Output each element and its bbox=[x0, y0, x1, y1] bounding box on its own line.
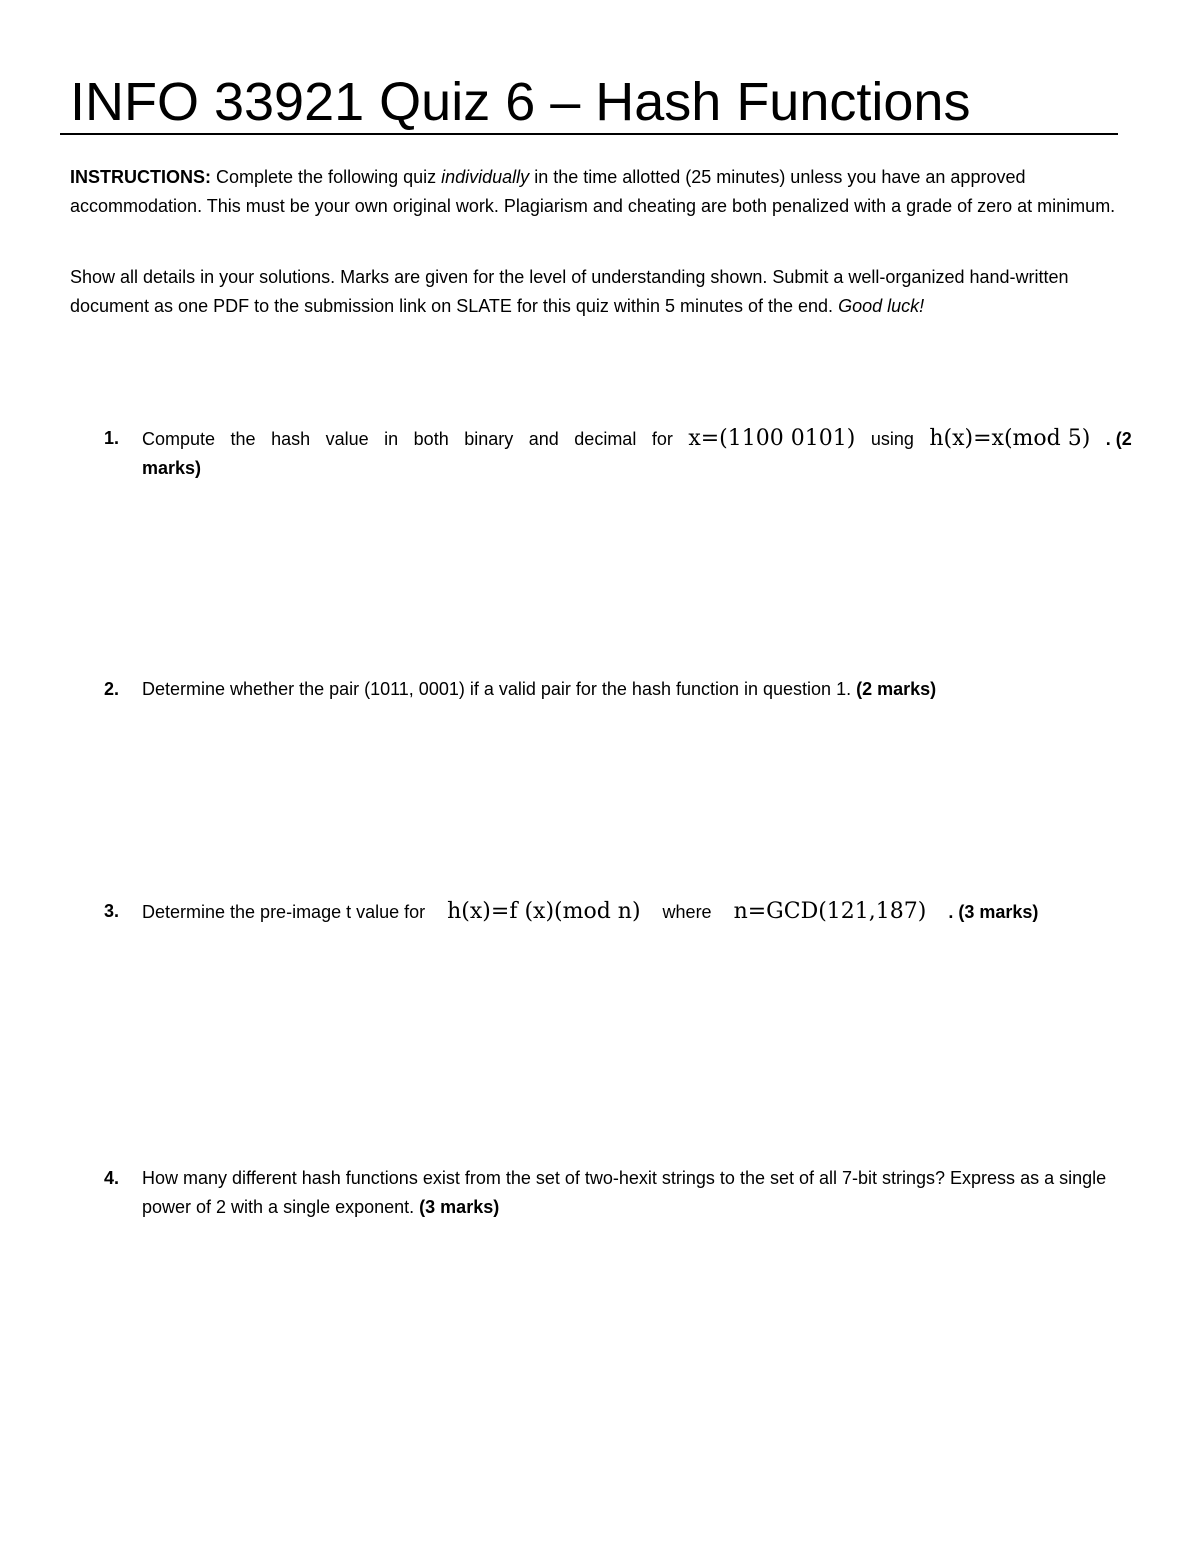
title-underline bbox=[60, 133, 1118, 135]
math-expression: h(x)=f (x)(mod n) bbox=[447, 899, 641, 924]
marks-label: (2 marks) bbox=[856, 679, 937, 699]
question-word: the bbox=[230, 429, 256, 449]
instructions-text-b: in the time allotted (25 minutes) unless you have an approved accommodation. This must be your own original work. Plagiarism and cheating are both penalized with a grade of zero at minimum. bbox=[70, 167, 1116, 216]
question-number: 2. bbox=[104, 679, 120, 699]
show-details-paragraph bbox=[70, 263, 1130, 320]
marks-label: . (2 bbox=[1105, 429, 1132, 449]
question-text: Determine the pre-image t value for bbox=[142, 902, 426, 922]
question-word: hash bbox=[271, 429, 311, 449]
question-word: using bbox=[870, 429, 914, 449]
question-number: 3. bbox=[104, 901, 120, 921]
question-word: Compute bbox=[142, 429, 216, 449]
instructions-label: INSTRUCTIONS: bbox=[70, 167, 211, 187]
math-expression: h(x)=x(mod 5) bbox=[929, 426, 1091, 451]
question-word: binary bbox=[464, 429, 514, 449]
question-body bbox=[142, 424, 1134, 483]
show-details-text: Show all details in your solutions. Marks are given for the level of understanding shown. Submit a well-organized hand-written document as one PDF to the submission link on SLATE for this quiz within 5 minutes of the end. bbox=[70, 267, 1069, 316]
question-3 bbox=[104, 897, 1134, 927]
marks-label: marks) bbox=[142, 458, 202, 478]
math-expression: x=(1100 0101) bbox=[688, 426, 856, 451]
question-1-line bbox=[142, 424, 1132, 454]
page-title: INFO 33921 Quiz 6 – Hash Functions bbox=[70, 72, 971, 132]
question-body bbox=[142, 675, 1134, 704]
question-text: How many different hash functions exist from the set of two-hexit strings to the set of all 7-bit strings? Express as a single power of 2 with a single exponent. bbox=[142, 1168, 1107, 1217]
instructions-emphasis: individually bbox=[441, 167, 530, 187]
question-word: both bbox=[413, 429, 449, 449]
question-4 bbox=[104, 1164, 1134, 1222]
question-number: 1. bbox=[104, 428, 120, 448]
question-word: in bbox=[384, 429, 399, 449]
question-2 bbox=[104, 675, 1134, 704]
question-text: Determine whether the pair (1011, 0001) if a valid pair for the hash function in question 1. bbox=[142, 679, 857, 699]
question-1 bbox=[104, 424, 1134, 483]
question-word: value bbox=[325, 429, 369, 449]
question-number: 4. bbox=[104, 1168, 120, 1188]
question-word: where bbox=[662, 902, 712, 922]
instructions-text-a: Complete the following quiz bbox=[211, 167, 442, 187]
question-word: decimal bbox=[574, 429, 637, 449]
good-luck-text: Good luck! bbox=[838, 295, 925, 316]
instructions-paragraph bbox=[70, 163, 1130, 220]
question-body bbox=[142, 1164, 1132, 1222]
marks-label: (3 marks) bbox=[419, 1197, 500, 1217]
question-word: for bbox=[651, 429, 673, 449]
marks-label: . (3 marks) bbox=[948, 902, 1039, 922]
question-word: and bbox=[528, 429, 559, 449]
question-body bbox=[142, 897, 1134, 927]
math-expression: n=GCD(121,187) bbox=[733, 899, 927, 924]
